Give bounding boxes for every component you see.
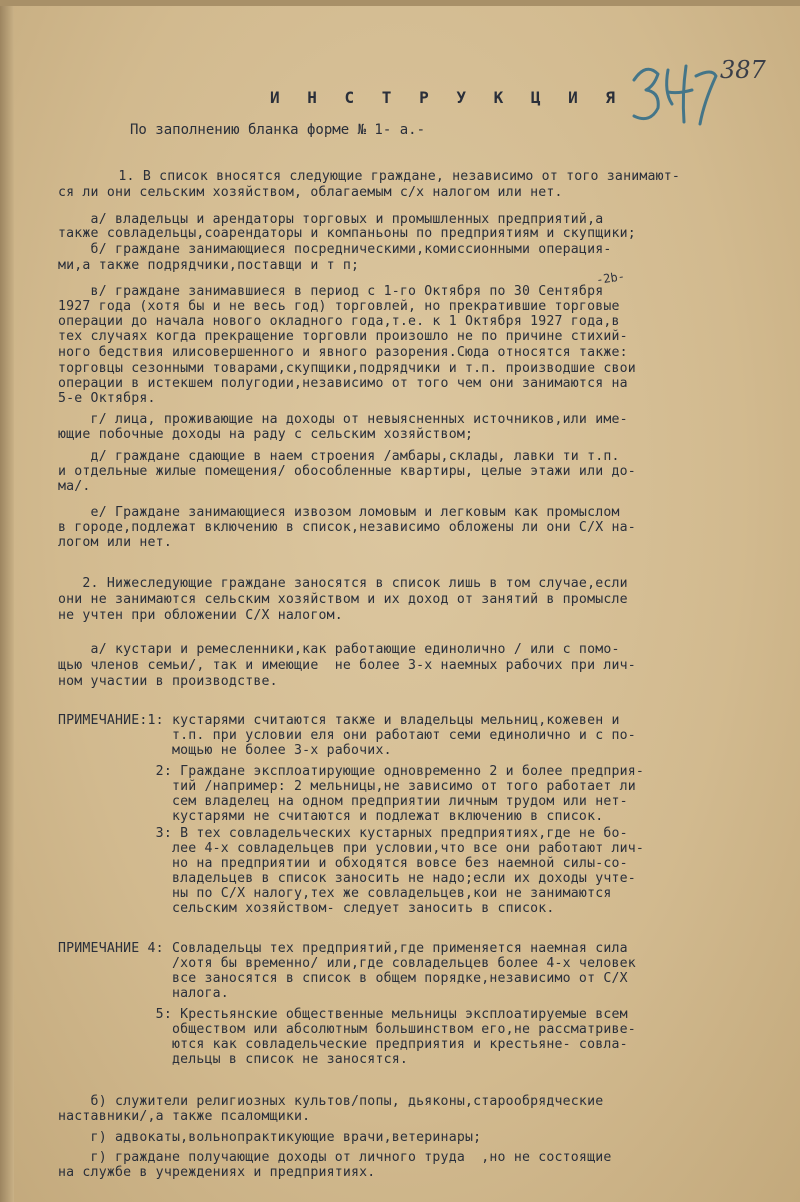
text-line: сем владелец на одном предприятии личным трудом или нет- — [58, 794, 628, 809]
text-line: ми,а также подрядчики,поставщи и т п; — [58, 258, 360, 273]
text-line: ном участии в производстве. — [58, 674, 278, 689]
text-line: 5: Крестьянские общественные мельницы эксплоатируемые всем — [58, 1007, 628, 1022]
text-line: ся ли они сельским хозяйством, облагаемым с/х налогом или нет. — [58, 185, 563, 200]
text-line: логом или нет. — [58, 535, 172, 550]
text-line: е/ Граждане занимающиеся извозом ломовым и легковым как промыслом — [58, 505, 620, 520]
text-line: тий /например: 2 мельницы,не зависимо от того работает ли — [58, 779, 636, 794]
text-line: владельцев в список заносить не надо;если их доходы учте- — [58, 871, 636, 886]
text-line: г/ лица, проживающие на доходы от невыясненных источников,или име- — [58, 412, 628, 427]
text-line: /хотя бы временно/ или,где совладельцев более 4-х человек — [58, 956, 636, 971]
text-line: не учтен при обложении С/Х налогом. — [58, 608, 343, 623]
text-line: 1. В список вносятся следующие граждане, независимо от того занимают- — [94, 169, 681, 184]
text-line: ются как совладельческие предприятия и крестьяне- совла- — [58, 1037, 628, 1052]
text-line: мощью не более 3-х рабочих. — [58, 743, 392, 758]
text-line: налога. — [58, 986, 229, 1001]
text-line: т.п. при условии еля они работают семи единолично и с по- — [58, 728, 636, 743]
text-line: 1927 года (хотя бы и не весь год) торговлей, но прекратившие торговые — [58, 299, 620, 314]
text-line: ПРИМЕЧАНИЕ:1: кустарями считаются также и владельцы мельниц,кожевен и — [58, 713, 620, 728]
text-line: д/ граждане сдающие в наем строения /амбары,склады, лавки ти т.п. — [58, 449, 620, 464]
text-line: ющие побочные доходы на раду с сельским хозяйством; — [58, 427, 474, 442]
text-line: ны по С/Х налогу,тех же совладельцев,кои не занимаются — [58, 886, 612, 901]
handwritten-archive-number — [624, 40, 784, 140]
text-line: операции в истекшем полугодии,независимо от того чем они занимаются на — [58, 376, 628, 391]
archive-number-text: 387 — [720, 56, 766, 84]
text-line: щью членов семьи/, так и имеющие не более 3-х наемных рабочих при лич- — [58, 658, 636, 673]
text-line: дельцы в список не заносятся. — [58, 1052, 409, 1067]
text-line: торговцы сезонными товарами,скупщики,подрядчики и т.п. производшие свои — [58, 361, 636, 376]
text-line: лее 4-х совладельцев при условии,что все они работают лич- — [58, 841, 645, 856]
text-line: а/ кустари и ремесленники,как работающие единолично / или с помо- — [58, 642, 620, 657]
text-line: и отдельные жилые помещения/ обособленные квартиры, целые этажи или до- — [58, 464, 636, 479]
text-line: но на предприятии и обходятся вовсе без наемной силы-со- — [58, 856, 628, 871]
text-line: операции до начала нового окладного года,т.е. к 1 Октября 1927 года,в — [58, 314, 620, 329]
text-line: также совладельцы,соарендаторы и компаньоны по предприятиям и скупщики; — [58, 226, 636, 241]
text-line: 3: В тех совладельческих кустарных предприятиях,где не бо- — [58, 826, 628, 841]
text-line: обществом или абсолютным большинством его,не рассматриве- — [58, 1022, 636, 1037]
text-line: б) служители религиозных культов/попы, дьяконы,старообрядческие — [58, 1094, 604, 1109]
text-line: а/ владельцы и арендаторы торговых и промышленных предприятий,а — [58, 212, 604, 227]
text-line: на службе в учреждениях и предприятиях. — [58, 1165, 376, 1180]
text-line: в/ граждане занимавшиеся в период с 1-го Октября по 30 Сентября — [58, 284, 604, 299]
text-line: ма/. — [58, 479, 91, 494]
document-title: И Н С Т Р У К Ц И Я — [270, 88, 625, 107]
page-mark: -2b- — [595, 269, 626, 287]
text-line: г) граждане получающие доходы от личного труда ,но не состоящие — [58, 1150, 612, 1165]
text-line: они не занимаются сельским хозяйством и их доход от занятий в промысле — [58, 592, 628, 607]
text-line: кустарями не считаются и подлежат включению в список. — [58, 809, 604, 824]
text-line: б/ граждане занимающиеся посредническими,комиссионными операция- — [58, 242, 612, 257]
document-subtitle: По заполнению бланка форме № 1- а.- — [130, 122, 426, 138]
text-line: тех случаях когда прекращение торговли произошло не по причине стихий- — [58, 329, 628, 344]
text-line: сельским хозяйством- следует заносить в список. — [58, 901, 555, 916]
page-left-edge — [0, 0, 14, 1202]
text-line: все заносятся в список в общем порядке,независимо от С/Х — [58, 971, 628, 986]
text-line: 2. Нижеследующие граждане заносятся в список лишь в том случае,если — [58, 576, 628, 591]
text-line: ПРИМЕЧАНИЕ 4: Совладельцы тех предприятий,где применяется наемная сила — [58, 941, 628, 956]
text-line: ного бедствия илисовершенного и явного разорения.Сюда относятся также: — [58, 345, 628, 360]
text-line: 2: Граждане эксплоатирующие одновременно 2 и более предприя- — [58, 764, 645, 779]
text-line: наставники/,а также псаломщики. — [58, 1109, 311, 1124]
text-line: в городе,подлежат включению в список,независимо обложены ли они С/Х на- — [58, 520, 636, 535]
text-line: 5-е Октября. — [58, 391, 156, 406]
text-line: г) адвокаты,вольнопрактикующие врачи,ветеринары; — [58, 1130, 482, 1145]
page-top-edge — [0, 0, 800, 6]
